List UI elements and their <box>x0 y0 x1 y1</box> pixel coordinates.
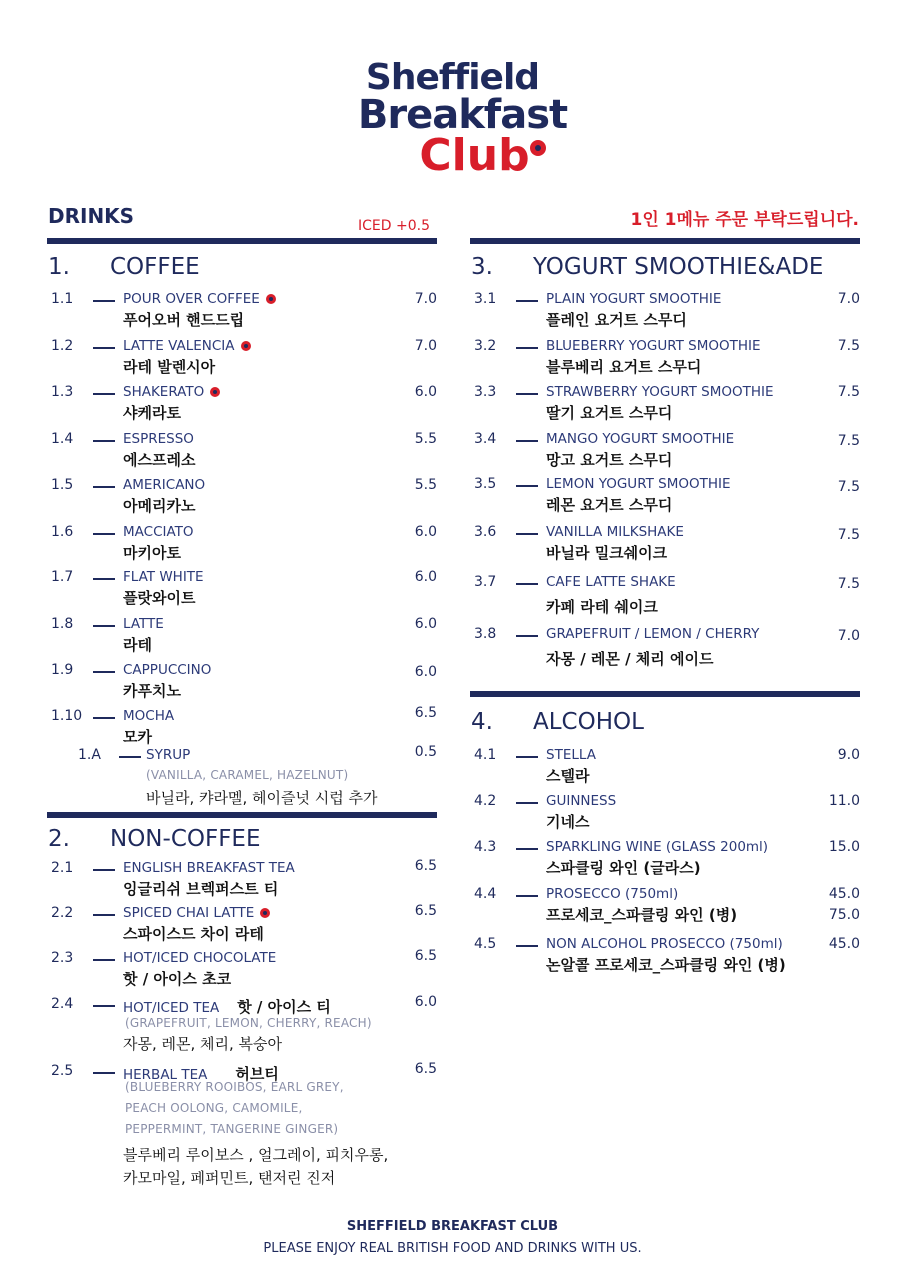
footer-tagline: PLEASE ENJOY REAL BRITISH FOOD AND DRINKS WITH US. <box>263 1241 642 1256</box>
poppy-icon <box>266 294 276 304</box>
poppy-icon <box>530 140 546 156</box>
logo <box>0 57 905 181</box>
poppy-icon <box>210 387 220 397</box>
divider-bar-noncoffee <box>47 812 437 818</box>
order-notice: 1인 1메뉴 주문 부탁드립니다. <box>630 210 859 230</box>
logo-line-1: Sheffield <box>365 57 540 98</box>
drinks-heading: DRINKS <box>48 204 135 228</box>
divider-bar-right <box>470 238 860 244</box>
footer-title: SHEFFIELD BREAKFAST CLUB <box>346 1219 559 1234</box>
divider-bar-alcohol <box>470 691 860 697</box>
poppy-icon <box>260 908 270 918</box>
iced-note: ICED +0.5 <box>358 218 430 234</box>
logo-line-2: Breakfast <box>357 92 568 138</box>
poppy-icon <box>241 341 251 351</box>
logo-line-3: Club <box>60 134 905 178</box>
divider-bar-left <box>47 238 437 244</box>
